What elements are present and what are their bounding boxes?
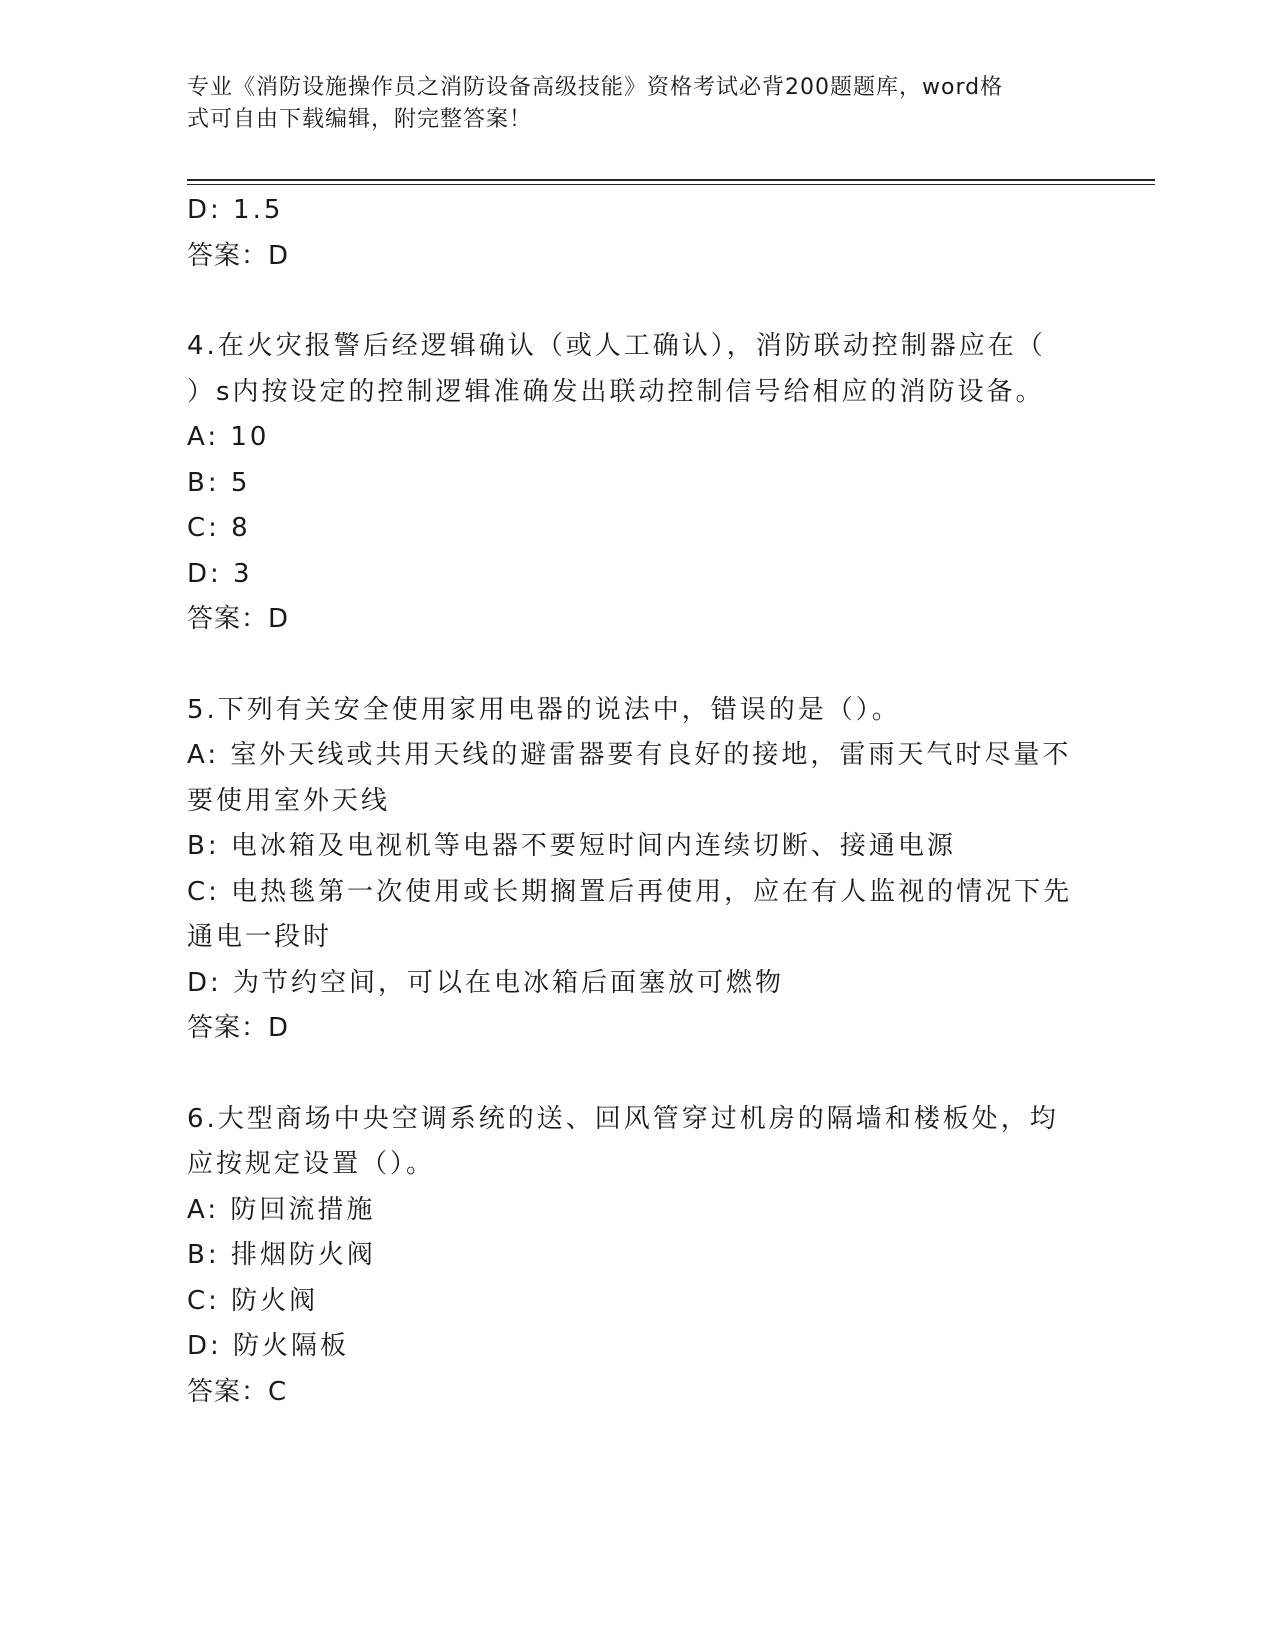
option-b: B: 排烟防火阀	[187, 1240, 376, 1270]
document-body	[187, 188, 1087, 1415]
document-header	[187, 72, 1067, 136]
question-stem: 5.下列有关安全使用家用电器的说法中，错误的是（）。	[187, 694, 901, 725]
header-divider-thick	[187, 179, 1155, 181]
option-c: C: 8	[187, 513, 251, 543]
question-stem: 4.在火灾报警后经逻辑确认（或人工确认），消防联动控制器应在（	[187, 331, 1046, 361]
option-d: D: 防火隔板	[187, 1331, 350, 1361]
spacer	[187, 643, 1087, 688]
answer: 答案：D	[187, 240, 290, 271]
question-stem-cont: 应按规定设置（）。	[187, 1149, 436, 1179]
answer: 答案：D	[187, 604, 290, 634]
question-stem: 6.大型商场中央空调系统的送、回风管穿过机房的隔墙和楼板处，均	[187, 1103, 1059, 1134]
spacer	[187, 1052, 1087, 1097]
option-d: D: 3	[187, 558, 253, 589]
question-6	[187, 1097, 1087, 1416]
question-5	[187, 688, 1087, 1052]
option-a: A: 室外天线或共用天线的避雷器要有良好的接地，雷雨天气时尽量不	[187, 740, 1072, 770]
option-a-cont: 要使用室外天线	[187, 785, 391, 816]
option-c: C: 电热毯第一次使用或长期搁置后再使用，应在有人监视的情况下先	[187, 876, 1073, 907]
option-c: C: 防火阀	[187, 1285, 319, 1316]
option-a: A: 10	[187, 422, 270, 452]
question-4	[187, 324, 1087, 643]
spacer	[187, 279, 1087, 324]
option-b: B: 5	[187, 467, 251, 498]
option-d: D: 为节约空间，可以在电冰箱后面塞放可燃物	[187, 967, 785, 998]
header-line-1: 专业《消防设施操作员之消防设备高级技能》资格考试必背200题题库，word格	[187, 75, 1004, 100]
option-c-cont: 通电一段时	[187, 922, 333, 952]
option-b: B: 电冰箱及电视机等电器不要短时间内连续切断、接通电源	[187, 831, 956, 861]
header-divider-thin	[187, 184, 1155, 185]
prev-question-tail	[187, 188, 1087, 279]
answer: 答案：C	[187, 1376, 288, 1407]
question-stem-cont: ）s内按设定的控制逻辑准确发出联动控制信号给相应的消防设备。	[187, 376, 1045, 407]
header-line-2: 式可自由下载编辑，附完整答案！	[187, 107, 533, 132]
option-d: D: 1.5	[187, 195, 284, 225]
answer: 答案：D	[187, 1013, 290, 1043]
option-a: A: 防回流措施	[187, 1194, 376, 1225]
